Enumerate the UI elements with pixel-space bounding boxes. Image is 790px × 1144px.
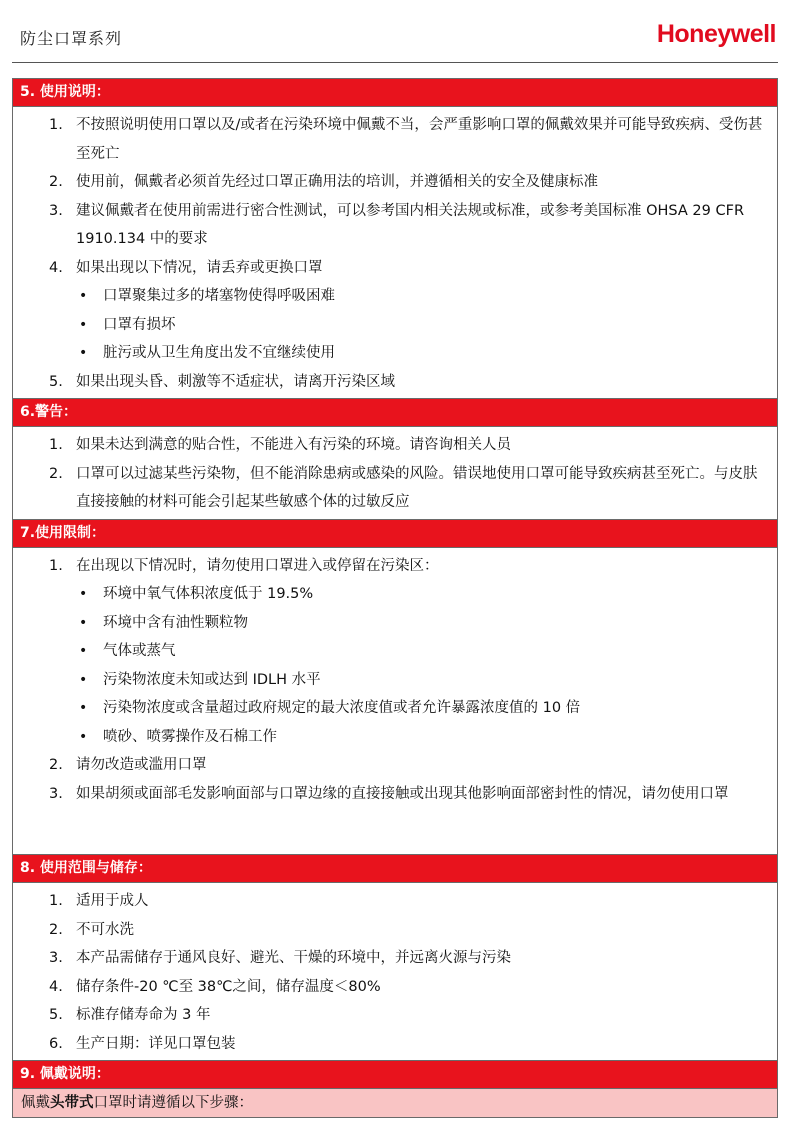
section-9-body: 佩戴头带式口罩时请遵循以下步骤： (13, 1089, 777, 1117)
instructions-table (12, 78, 778, 1118)
bullet-item: • 喷砂、喷雾操作及石棉工作 (79, 728, 277, 745)
list-item: 5. 标准存储寿命为 3 年 (49, 1007, 211, 1023)
bullet-item: • 环境中含有油性颗粒物 (79, 614, 248, 631)
list-item: 2. 使用前，佩戴者必须首先经过口罩正确用法的培训，并遵循相关的安全及健康标准 (49, 174, 598, 190)
bullet-item: • 口罩聚集过多的堵塞物使得呼吸困难 (79, 288, 335, 304)
section-5-heading: 5. 使用说明： (13, 78, 777, 107)
list-item: 3. 如果胡须或面部毛发影响面部与口罩边缘的直接接触或出现其他影响面部密封性的情况，请勿使用口罩 (49, 785, 729, 802)
bullet-item: • 环境中氧气体积浓度低于 19.5% (79, 586, 314, 602)
list-item: 3. 本产品需储存于通风良好、避光、干燥的环境中，并远离火源与污染 (49, 950, 511, 966)
blank-space (13, 808, 777, 852)
section-8-body (13, 883, 777, 1060)
bullet-item: • 口罩有损坏 (79, 316, 176, 333)
list-item: 4. 如果出现以下情况，请丢弃或更换口罩 (49, 259, 323, 276)
list-item: 5. 如果出现头昏、刺激等不适症状，请离开污染区域 (49, 373, 395, 390)
section-7-body (13, 548, 777, 855)
bullet-item: • 脏污或从卫生角度出发不宜继续使用 (79, 345, 335, 361)
section-9-heading: 9. 佩戴说明： (13, 1060, 777, 1089)
list-item: 1. 在出现以下情况时，请勿使用口罩进入或停留在污染区： (49, 557, 439, 574)
bullet-item: • 污染物浓度或含量超过政府规定的最大浓度值或者允许暴露浓度值的 10 倍 (79, 700, 581, 716)
page-header (0, 0, 790, 64)
headband-type-label: 头带式 (50, 1095, 94, 1111)
list-item: 4. 储存条件-20 ℃至 38℃之间，储存温度＜80% (49, 978, 381, 995)
section-8-heading: 8. 使用范围与储存： (13, 854, 777, 883)
list-item: 6. 生产日期：详见口罩包装 (49, 1035, 236, 1052)
section-6-heading: 6.警告： (13, 398, 777, 427)
section-6-body (13, 427, 777, 519)
list-item: 1. 适用于成人 (49, 893, 149, 909)
list-item: 2. 口罩可以过滤某些污染物，但不能消除患病或感染的风险。错误地使用口罩可能导致疾病甚至死亡。与皮肤直接接触的材料可能会引起某些敏感个体的过敏反应 (49, 465, 758, 510)
document-title: 防尘口罩系列 (20, 29, 123, 48)
list-item: 1. 不按照说明使用口罩以及/或者在污染环境中佩戴不当，会严重影响口罩的佩戴效果并可能导致疾病、受伤甚至死亡 (49, 117, 763, 162)
honeywell-logo: Honeywell (656, 20, 776, 48)
bullet-item: • 污染物浓度未知或达到 IDLH 水平 (79, 671, 321, 688)
list-item: 1. 如果未达到满意的贴合性，不能进入有污染的环境。请咨询相关人员 (49, 437, 511, 453)
list-item: 2. 请勿改造或滥用口罩 (49, 757, 207, 773)
list-item: 3. 建议佩戴者在使用前需进行密合性测试，可以参考国内相关法规或标准，或参考美国标准 OHSA 29 CFR 1910.134 中的要求 (49, 202, 745, 247)
list-item: 2. 不可水洗 (49, 921, 134, 938)
bullet-item: • 气体或蒸气 (79, 643, 176, 659)
section-7-heading: 7.使用限制： (13, 519, 777, 548)
section-5-body (13, 107, 777, 398)
header-divider (12, 62, 778, 63)
